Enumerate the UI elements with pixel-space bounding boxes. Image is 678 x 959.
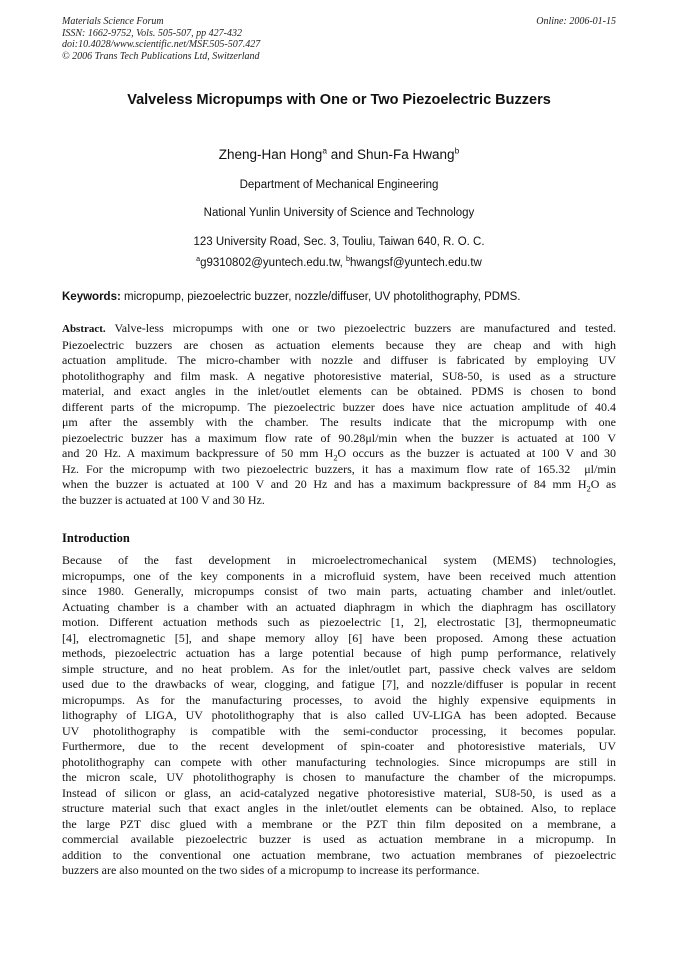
introduction-line: lithography of LIGA, UV photolithography that is also called UV-LIGA has been adopted. Because xyxy=(62,708,616,722)
author-1-sup: a xyxy=(322,145,327,156)
department: Department of Mechanical Engineering xyxy=(239,179,439,191)
abstract-line: and 20 Hz. A maximum backpressure of 50 mm $H_2O$ occurs as the buzzer is actuated at 100 V and 30 xyxy=(62,446,616,463)
introduction-line: micropumps, one of the key components in a microfluid system, have been received much attention xyxy=(62,568,616,583)
introduction-line: the large PZT disc glued with a membrane or the PZT thin film deposited on a membrane, a xyxy=(62,816,616,831)
university: National Yunlin University of Science and Technology xyxy=(203,207,475,219)
author-line xyxy=(0,147,678,162)
introduction-line: used due to the drawbacks of wear, clogging, and fatigue [7], and nozzle/diffuser is popular in recent xyxy=(62,677,616,691)
keywords-text: micropump, piezoelectric buzzer, nozzle/diffuser, UV photolithography, PDMS. xyxy=(120,291,521,303)
abstract-line: photolithography and film mask. A negative photoresistive material, SU8-50, is used as a structure xyxy=(62,368,616,383)
introduction-line: [4], electromagnetic [5], and shape memory alloy [6] have been proposed. Among these actuation xyxy=(62,630,616,645)
keywords-label: Keywords: xyxy=(62,291,121,303)
author-1: Zheng-Han Hong xyxy=(218,147,323,162)
introduction-line: since 1980. Generally, micropumps consist of two main parts, actuating chamber and inlet/outlet. xyxy=(62,584,616,598)
keywords xyxy=(62,291,616,303)
email-2[interactable]: hwangsf@yuntech.edu.tw xyxy=(350,257,482,269)
author-2: Shun-Fa Hwang xyxy=(357,147,455,162)
section-heading-introduction: Introduction xyxy=(62,531,130,545)
introduction-line: methods, piezoelectric actuation has a large potential because of high pump performance, relatively xyxy=(62,646,616,660)
introduction-line: Because of the fast development in microelectromechanical system (MEMS) technologies, xyxy=(62,553,616,567)
introduction-line: Instead of silicon or glass, an acid-catalyzed negative photoresistive material, SU8-50, is used as a xyxy=(62,785,616,800)
abstract-line: Abstract. Valve-less micropumps with one or two piezoelectric buzzers are manufactured and tested. xyxy=(62,321,616,335)
issn-line: ISSN: 1662-9752, Vols. 505-507, pp 427-432 xyxy=(62,27,242,39)
abstract-line: when the buzzer is actuated at 100 V and 20 Hz and has a maximum backpressure of 84 mm $H_2O$ as xyxy=(62,477,617,494)
doi-line: doi:10.4028/www.scientific.net/MSF.505-507.427 xyxy=(62,39,261,50)
email-1-sup: a xyxy=(196,255,201,264)
email-2-sup: b xyxy=(346,255,350,264)
abstract-line: piezoelectric buzzer has a maximum flow rate of 90.28μl/min when the buzzer is actuated at 100 V xyxy=(62,430,616,445)
introduction-line: micropumps. As for the manufacturing processes, to avoid the highly expensive equipments in xyxy=(62,692,616,707)
abstract-line: Hz. For the micropump with two piezoelectric buzzers, it has a maximum flow rate of 165.32 μl/min xyxy=(62,461,616,476)
introduction-line: motion. Different actuation methods such as piezoelectric [1, 2], electrostatic [3], thermopneumatic xyxy=(62,615,616,629)
introduction-line: structure material such that exact angles in the inlet/outlet elements can be obtained. Also, to replace xyxy=(62,801,616,815)
abstract-line: different parts of the micropump. The piezoelectric buzzer does have nice actuation amplitude of 40.4 xyxy=(62,399,616,414)
introduction-line: UV photolithography is compatible with the semi-conductor processing, it becomes popular. xyxy=(62,723,616,738)
introduction-line: simple structure, and no heat problem. As for the inlet/outlet part, passive check valves are seldom xyxy=(62,661,616,676)
author-conjunction: and xyxy=(326,147,358,162)
journal-name: Materials Science Forum xyxy=(62,16,164,27)
abstract-line: μm after the assembly with the chamber. The results indicate that the micropump with one xyxy=(62,415,616,429)
email-line xyxy=(0,257,678,269)
address: 123 University Road, Sec. 3, Touliu, Taiwan 640, R. O. C. xyxy=(193,236,485,248)
introduction-line: addition to the conventional one actuation membrane, two actuation membranes of piezoelectric xyxy=(62,847,616,862)
online-date: Online: 2006-01-15 xyxy=(536,16,616,27)
abstract-line: actuation amplitude. The micro-chamber with nozzle and diffuser is fabricated by employing UV xyxy=(62,353,616,367)
introduction-body xyxy=(62,553,616,879)
abstract-line: Piezoelectric buzzers are chosen as actuation elements because they are cheap and with high xyxy=(62,337,616,352)
introduction-line: photolithography can compete with other manufacturing technologies. Since micropumps are still in xyxy=(62,754,616,769)
paper-title: Valveless Micropumps with One or Two Piezoelectric Buzzers xyxy=(127,92,551,108)
email-1[interactable]: g9310802@yuntech.edu.tw, xyxy=(200,257,347,269)
introduction-line: Actuating chamber is a chamber with an actuated diaphragm in which the diaphragm has oscillatory xyxy=(62,599,616,614)
copyright-line: © 2006 Trans Tech Publications Ltd, Switzerland xyxy=(62,50,260,62)
page-header xyxy=(62,16,616,62)
introduction-line: commercial available piezoelectric buzzer is used as actuation membrane in a micropump. In xyxy=(62,832,616,846)
abstract xyxy=(62,321,616,508)
abstract-line: material, and exact angles in the inlet/outlet elements can be obtained. PDMS is chosen to bond xyxy=(62,384,616,398)
introduction-line: Furthermore, due to the recent development of spin-coater and photoresistive materials, UV xyxy=(62,739,616,753)
introduction-line: buzzers are also mounted on the two sides of a micropump to increase its performance. xyxy=(62,863,480,877)
author-2-sup: b xyxy=(454,145,460,156)
abstract-line: the buzzer is actuated at 100 V and 30 Hz. xyxy=(62,492,265,507)
abstract-label: Abstract. xyxy=(62,323,106,335)
introduction-line: the micron scale, UV photolithography is chosen to manufacture the chamber of the micropumps. xyxy=(62,770,616,784)
